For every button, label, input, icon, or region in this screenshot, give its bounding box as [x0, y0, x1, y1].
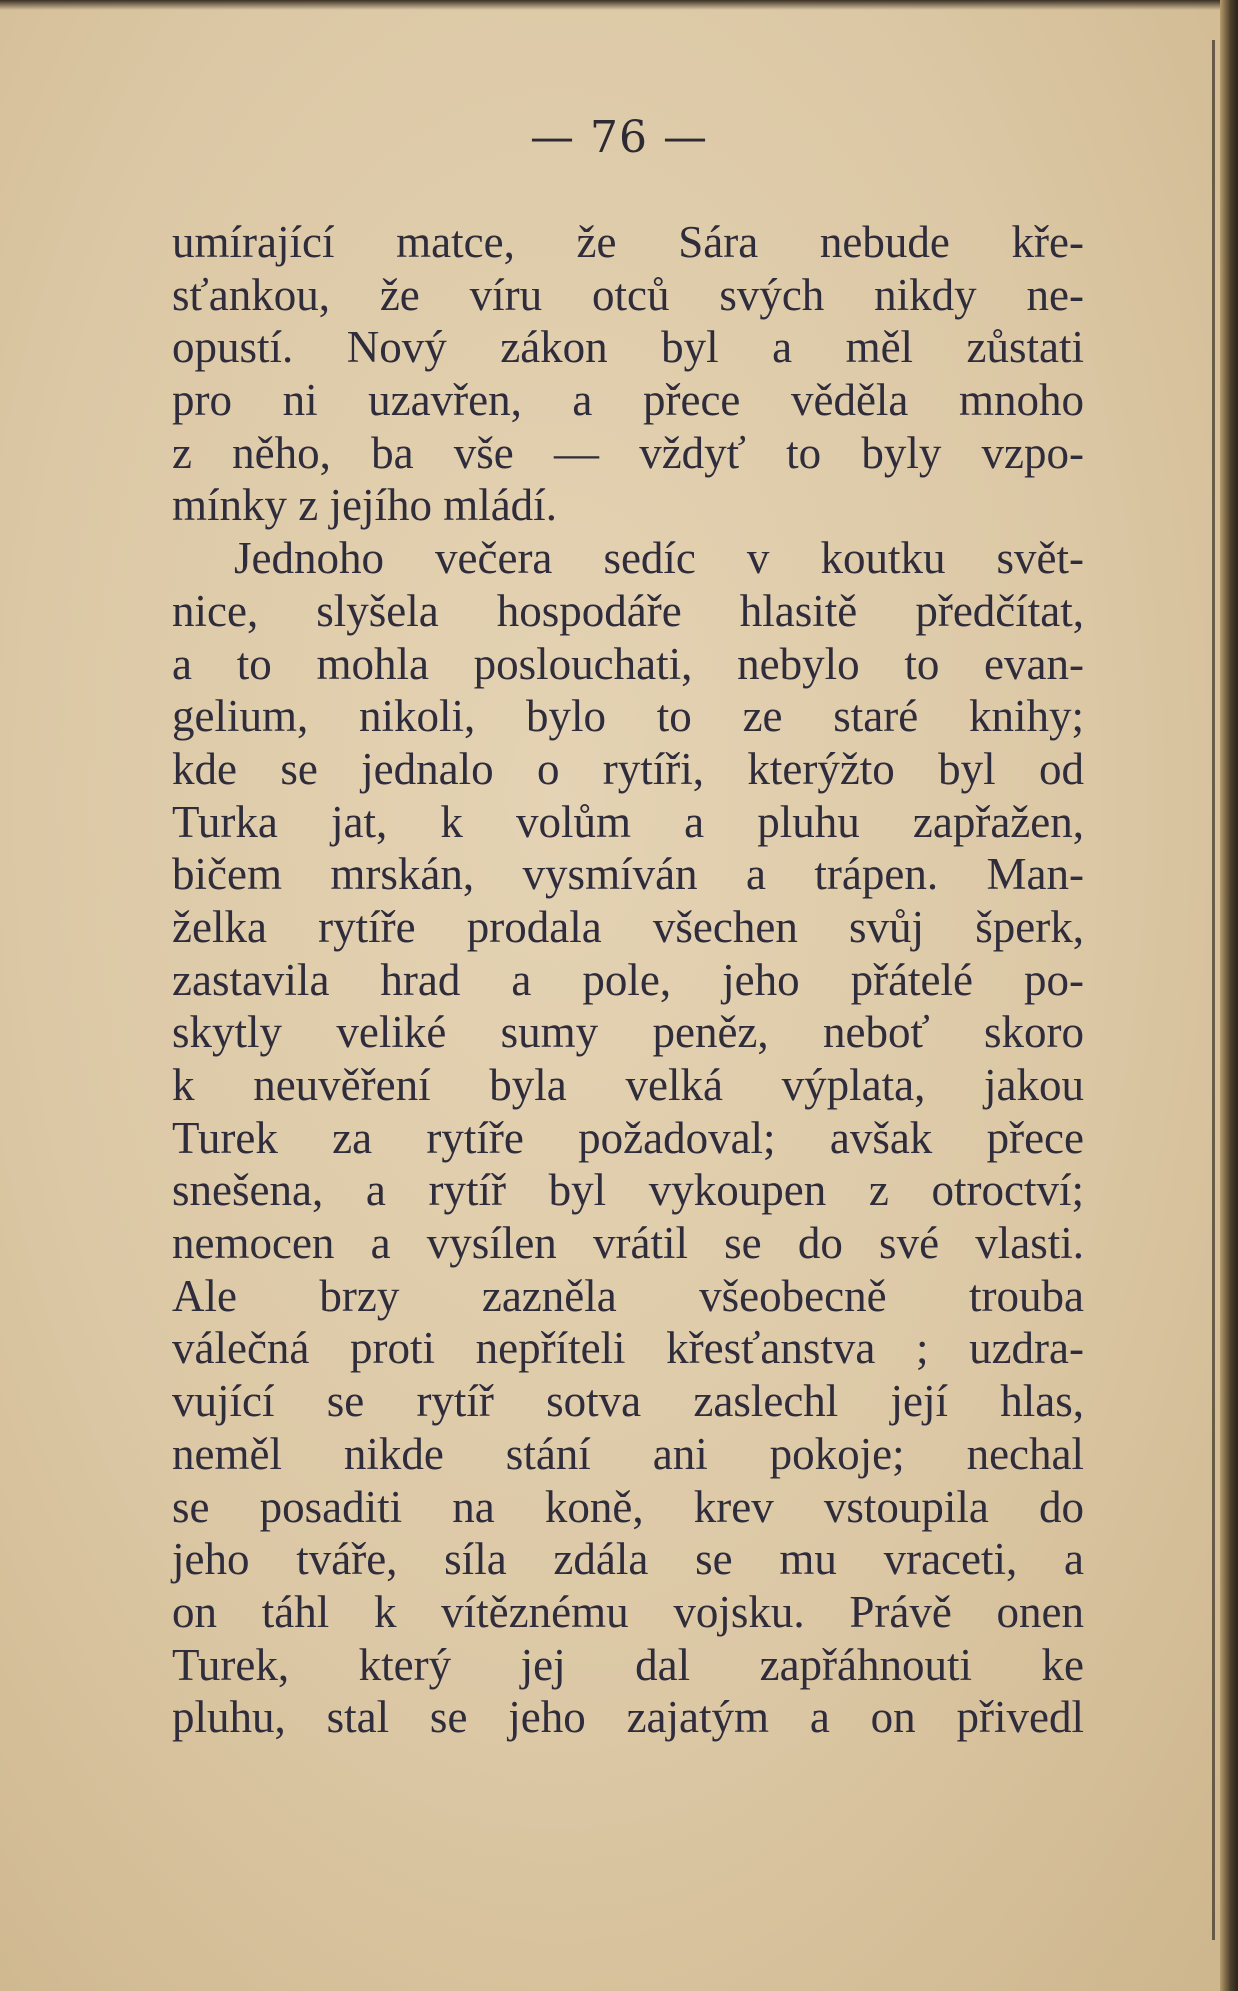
text-line: se posaditi na koně, krev vstoupila do: [172, 1481, 1084, 1532]
text-line: z něho, ba vše — vždyť to byly vzpo-: [172, 427, 1084, 478]
page-number: — 76 —: [530, 112, 708, 163]
text-line: pro ni uzavřen, a přece věděla mnoho: [172, 375, 1084, 426]
text-line: neměl nikde stání ani pokoje; nechal: [172, 1428, 1084, 1479]
text-line: bičem mrskán, vysmíván a trápen. Man-: [172, 849, 1084, 900]
body-text: [172, 216, 1084, 1744]
text-line: Turek za rytíře požadoval; avšak přece: [172, 1112, 1084, 1163]
text-line: skytly veliké sumy peněz, neboť skoro: [172, 1007, 1084, 1058]
text-line: k neuvěření byla velká výplata, jakou: [172, 1060, 1084, 1110]
text-line: mínky z jejího mládí.: [172, 480, 557, 531]
text-line: želka rytíře prodala všechen svůj šperk,: [172, 901, 1084, 952]
text-line: zastavila hrad a pole, jeho přátelé po-: [172, 954, 1084, 1005]
text-line: Turka jat, k volům a pluhu zapřažen,: [172, 796, 1084, 847]
text-line: opustí. Nový zákon byl a měl zůstati: [172, 322, 1084, 373]
text-line: snešena, a rytíř byl vykoupen z otroctví;: [172, 1165, 1084, 1216]
text-line: Ale brzy zazněla všeobecně trouba: [172, 1270, 1084, 1321]
text-line: nice, slyšela hospodáře hlasitě předčítat,: [172, 585, 1084, 636]
text-line: nemocen a vysílen vrátil se do své vlasti.: [172, 1218, 1084, 1269]
binding-gutter-line: [1212, 40, 1215, 1940]
text-line: válečná proti nepříteli křesťanstva ; uzdra-: [172, 1323, 1084, 1374]
text-line: pluhu, stal se jeho zajatým a on přivedl: [172, 1692, 1084, 1743]
text-line: Jednoho večera sedíc v koutku svět-: [234, 533, 1084, 584]
text-line: on táhl k vítěznému vojsku. Právě onen: [172, 1586, 1084, 1637]
text-line: Turek, který jej dal zapřáhnouti ke: [172, 1639, 1084, 1690]
text-line: sťankou, že víru otců svých nikdy ne-: [172, 269, 1084, 320]
text-line: jeho tváře, síla zdála se mu vraceti, a: [172, 1534, 1084, 1585]
page-top-shadow: [0, 0, 1238, 10]
text-line: a to mohla poslouchati, nebylo to evan-: [172, 638, 1084, 689]
text-line: gelium, nikoli, bylo to ze staré knihy;: [172, 691, 1084, 742]
text-line: umírající matce, že Sára nebude kře-: [172, 217, 1084, 267]
text-line: kde se jednalo o rytíři, kterýžto byl od: [172, 743, 1084, 794]
book-binding-edge: [1220, 0, 1238, 1991]
text-line: vující se rytíř sotva zaslechl její hlas,: [172, 1376, 1084, 1427]
